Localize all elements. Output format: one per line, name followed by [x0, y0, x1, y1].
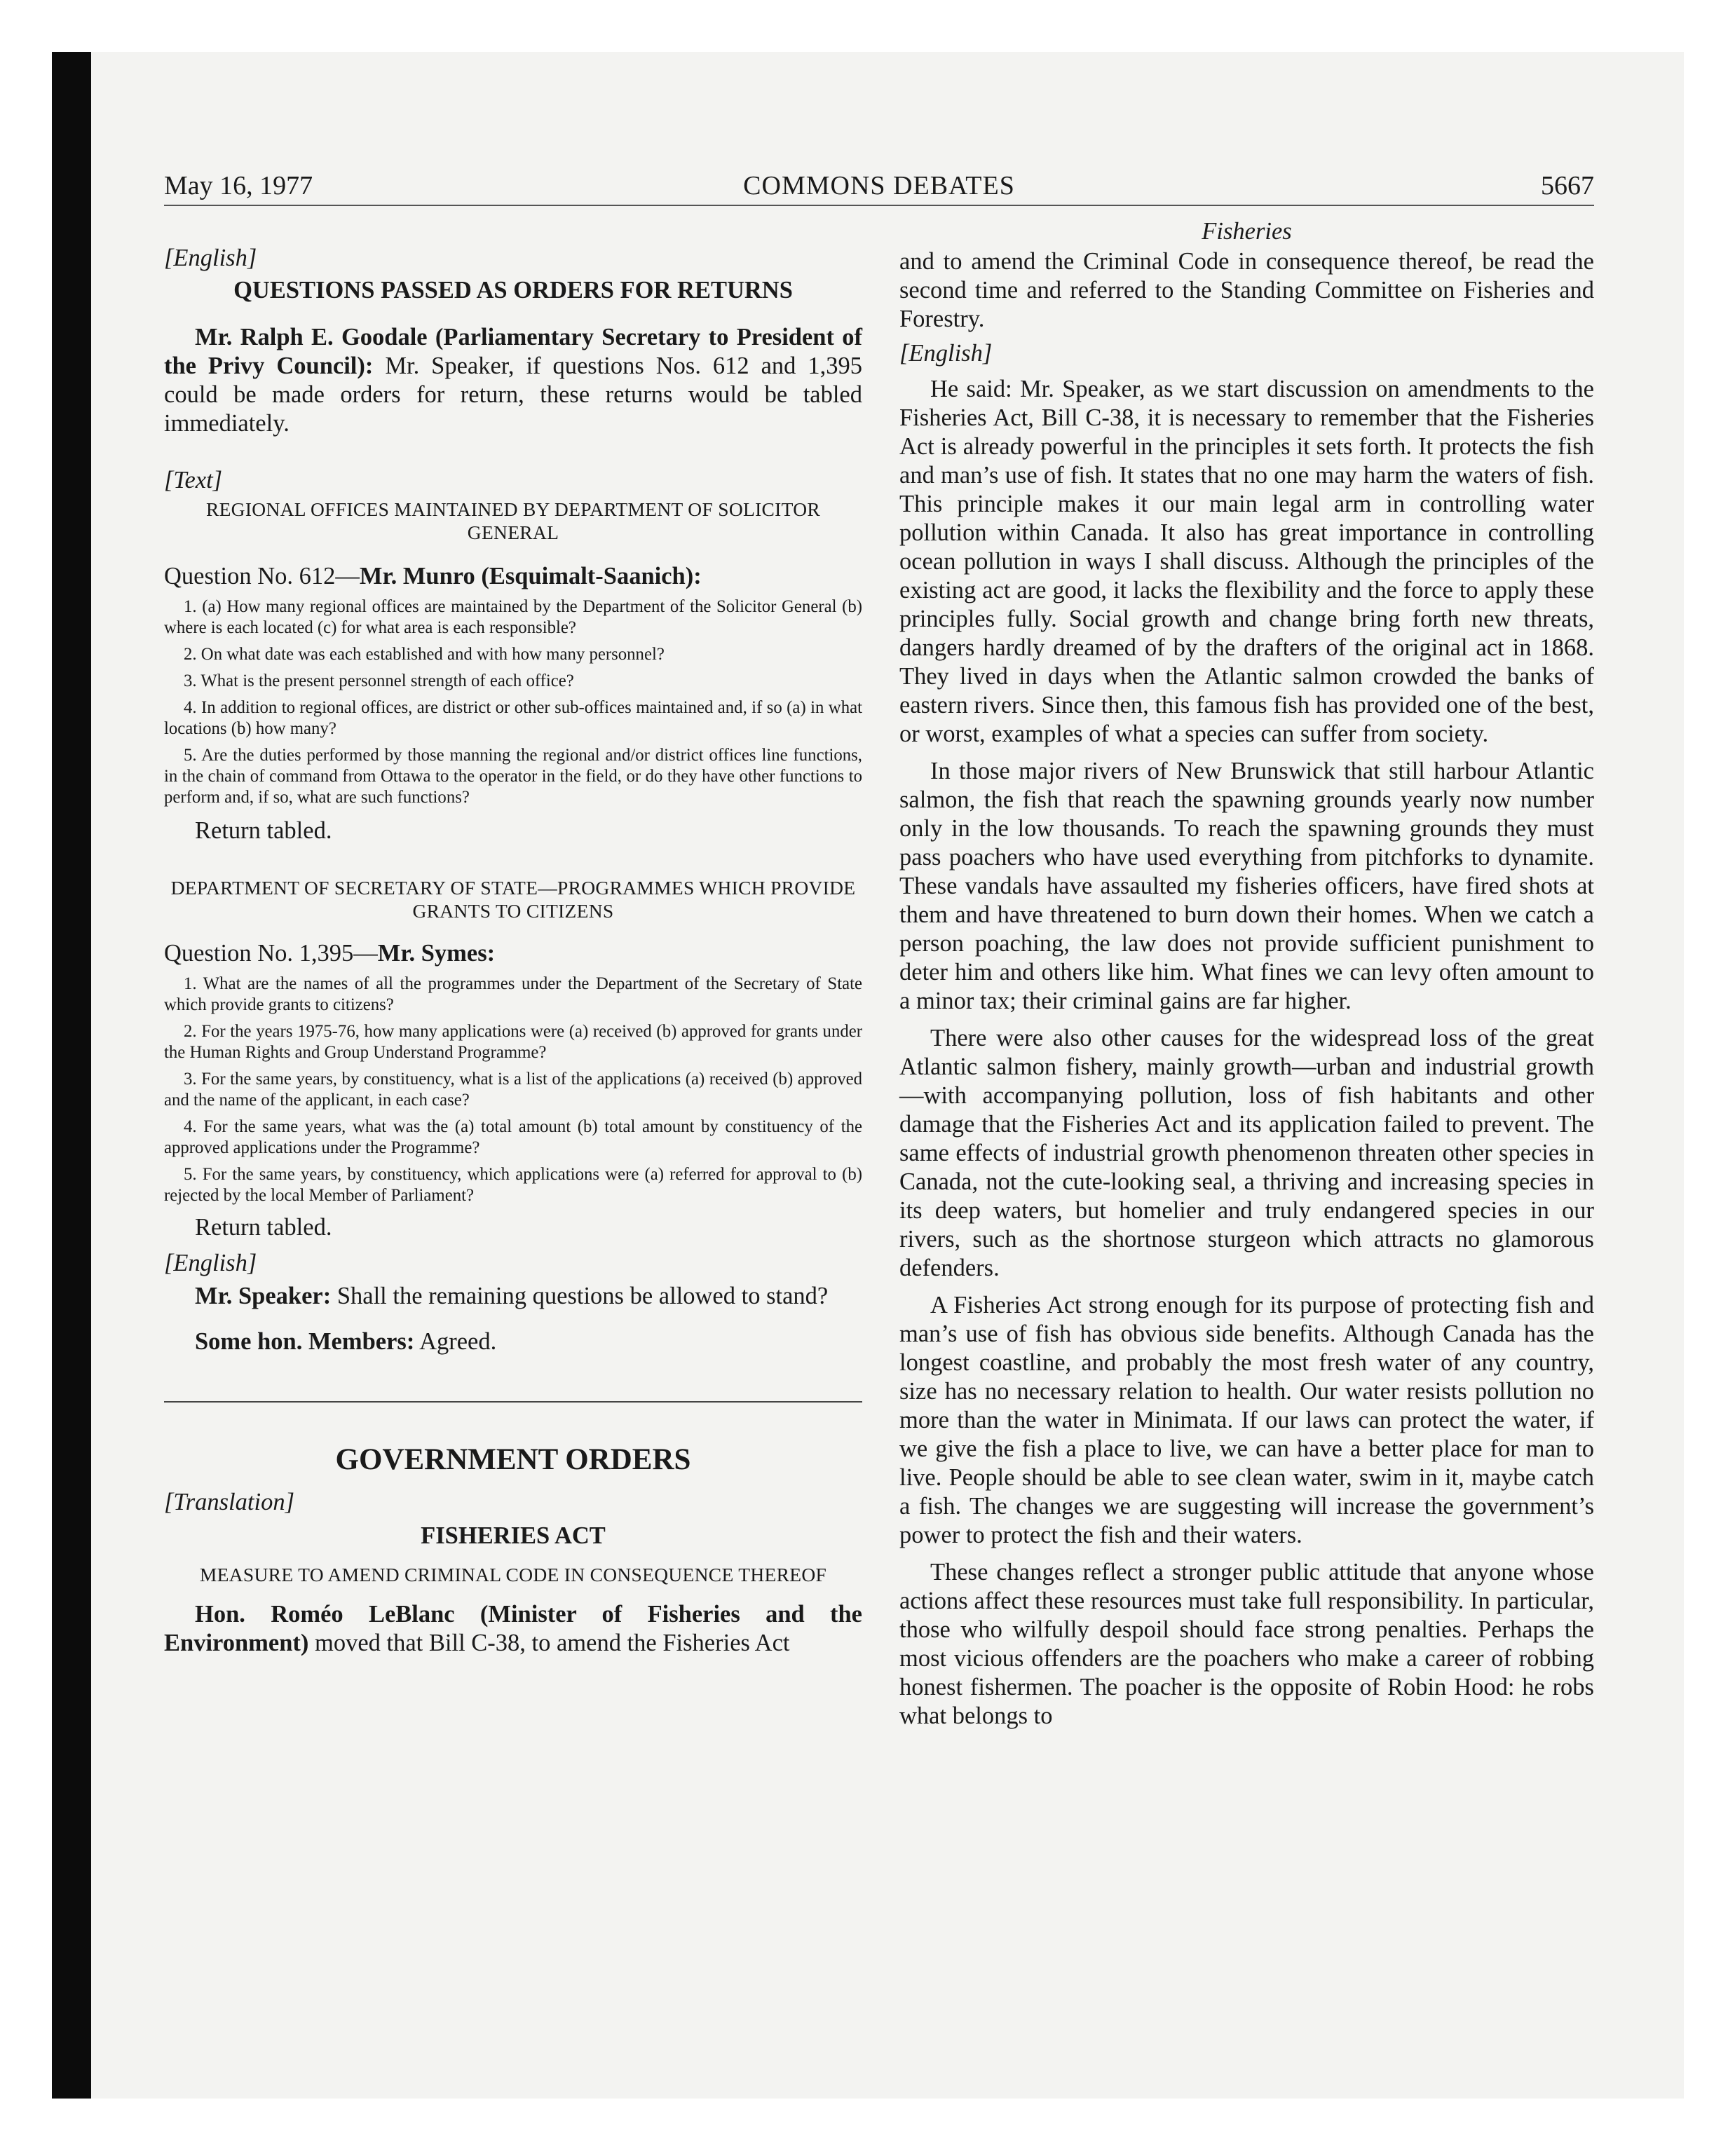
question-612-head	[164, 562, 862, 591]
speech-leblanc	[164, 1600, 862, 1658]
speech-goodale	[164, 323, 862, 438]
paragraph: He said: Mr. Speaker, as we start discussion on amendments to the Fisheries Act, Bill C-38, it is necessary to remember that the Fisheries Act is already powerful in the principles it sets forth. It protects the fish and man’s use of fish. It states that no one may harm the waters of fish. This principle makes it our main legal arm in controlling water pollution within Canada. It also has great importance in controlling ocean pollution in ways I shall discuss. Although the principles of the existing act are good, it lacks the flexibility and the force to apply these principles fully. Social growth and change bring forth new threats, dangers hardly dreamed of by the drafters of the original act in 1868. They lived in days when the Atlantic salmon crowded the banks of eastern rivers. Since then, this famous fish has provided one of the best, or worst, examples of what a species can suffer from society.	[899, 376, 1594, 747]
question-number: Question No. 1,395—	[164, 940, 378, 967]
question-item: 3. For the same years, by constituency, what is a list of the applications (a) received (b) approved and the name of the applicant, in each case?	[164, 1070, 862, 1110]
speech-text: Mr. Speaker, if questions Nos. 612 and 1,395 could be made orders for return, these returns would be tabled immediately.	[164, 353, 862, 437]
header-date: May 16, 1977	[164, 171, 313, 200]
speaker-name: Some hon. Members:	[195, 1328, 415, 1355]
speaker-name: Mr. Ralph E. Goodale (Parliamentary Secretary to President of the Privy Council):	[164, 324, 862, 379]
language-tag: [English]	[899, 340, 993, 367]
question-number: Question No. 612—	[164, 563, 360, 589]
bill-subheading: MEASURE TO AMEND CRIMINAL CODE IN CONSEQUENCE THEREOF	[199, 1564, 827, 1585]
question-item: 3. What is the present personnel strength of each office?	[184, 671, 574, 690]
language-tag: [English]	[164, 1250, 257, 1276]
question-member: Mr. Symes:	[377, 940, 496, 967]
bill-heading: FISHERIES ACT	[421, 1522, 606, 1549]
section-heading: QUESTIONS PASSED AS ORDERS FOR RETURNS	[233, 277, 793, 303]
question-1395-items	[164, 974, 862, 1206]
language-tag: [Translation]	[164, 1489, 294, 1515]
speech-members	[164, 1328, 862, 1356]
binding-edge	[52, 52, 91, 2099]
question-item: 4. In addition to regional offices, are district or other sub-offices maintained and, if so (a) in what locations (b) how many?	[164, 698, 862, 738]
question-item: 5. Are the duties performed by those manning the regional and/or district offices line functions, in the chain of command from Ottawa to the operator in the field, or do they have other functions to perform and, if so, what are such functions?	[164, 746, 862, 807]
paragraph: There were also other causes for the widespread loss of the great Atlantic salmon fishery, mainly growth—urban and industrial growth—with accompanying pollution, loss of fish habitants and other damage that the Fisheries Act and its application failed to prevent. The same effects of industrial growth phenomenon threaten other species in Canada, not the cute-looking seal, a thriving and increasing species in its deep waters, but homelier and truly endangered species in our rivers, such as the shortnose sturgeon which attracts no glamorous defenders.	[899, 1025, 1594, 1281]
speech-text: moved that Bill C-38, to amend the Fisheries Act	[315, 1630, 790, 1656]
question-member: Mr. Munro (Esquimalt-Saanich):	[359, 563, 702, 589]
language-tag: [English]	[164, 245, 257, 271]
speaker-name: Mr. Speaker:	[195, 1283, 332, 1309]
question-item: 1. (a) How many regional offices are maintained by the Department of the Solicitor General (b) where is each located (c) for what area is each responsible?	[164, 597, 862, 637]
speech-text: Agreed.	[419, 1328, 497, 1355]
question-item: 1. What are the names of all the programmes under the Department of the Secretary of State which provide grants to citizens?	[164, 974, 862, 1014]
header-rule	[164, 205, 1594, 206]
running-head: Fisheries	[1202, 218, 1292, 245]
continued-text: and to amend the Criminal Code in consequence thereof, be read the second time and referred to the Standing Committee on Fisheries and Forestry.	[899, 248, 1594, 332]
question-heading: REGIONAL OFFICES MAINTAINED BY DEPARTMENT OF SOLICITOR GENERAL	[205, 498, 821, 543]
speaker-name: Hon. Roméo LeBlanc (Minister of Fisheries and the Environment)	[164, 1601, 862, 1656]
section-heading-government-orders: GOVERNMENT ORDERS	[335, 1443, 691, 1476]
header-title: COMMONS DEBATES	[743, 171, 1015, 200]
header-page-number: 5667	[1541, 171, 1594, 200]
section-divider	[164, 1401, 862, 1403]
question-item: 2. For the years 1975-76, how many applications were (a) received (b) approved for grants under the Human Rights and Group Understand Programme?	[164, 1022, 862, 1062]
paragraph: These changes reflect a stronger public attitude that anyone whose actions affect these resources must take full responsibility. In particular, those who wilfully despoil should face strong penalties. Perhaps the most vicious offenders are the poachers who make a career of robbing honest fishermen. The poacher is the opposite of Robin Hood: he robs what belongs to	[899, 1559, 1594, 1729]
speech-speaker	[164, 1282, 862, 1311]
language-tag: [Text]	[164, 467, 223, 493]
question-item: 5. For the same years, by constituency, which applications were (a) referred for approval to (b) rejected by the local Member of Parliament?	[164, 1165, 862, 1205]
paragraph: In those major rivers of New Brunswick that still harbour Atlantic salmon, the fish that reach the spawning grounds yearly now number only in the low thousands. To reach the spawning grounds they must pass poachers who have used everything from pitchforks to dynamite. These vandals have assaulted my fisheries officers, have fired shots at them and have threatened to burn down their homes. When we catch a person poaching, the law does not provide sufficient punishment to deter him and others like him. What fines we can levy often amount to a minor tax; their criminal gains are far higher.	[899, 758, 1594, 1014]
question-item: 4. For the same years, what was the (a) total amount (b) total amount by constituency of the approved applications under the Programme?	[164, 1117, 862, 1157]
question-1395-head	[164, 939, 862, 968]
question-612-items	[164, 596, 862, 808]
question-item: 2. On what date was each established and with how many personnel?	[184, 645, 665, 664]
return-tabled: Return tabled.	[195, 817, 332, 844]
question-heading: DEPARTMENT OF SECRETARY OF STATE—PROGRAMMES WHICH PROVIDE GRANTS TO CITIZENS	[170, 877, 856, 922]
speech-text: Shall the remaining questions be allowed to stand?	[336, 1283, 829, 1309]
return-tabled: Return tabled.	[195, 1214, 332, 1241]
paragraph: A Fisheries Act strong enough for its purpose of protecting fish and man’s use of fish has obvious side benefits. Although Canada has the longest coastline, and probably the most fresh water of any country, size has no necessary relation to health. Our water resists pollution no more than the water in Minimata. If our laws can protect the water, if we give the fish a place to live, we can have a better place for man to live. People should be able to see clean water, swim in it, maybe catch a fish. The changes we are suggesting will increase the government’s power to protect the fish and their waters.	[899, 1292, 1594, 1548]
right-column	[899, 217, 1594, 1731]
left-column	[164, 217, 862, 1658]
